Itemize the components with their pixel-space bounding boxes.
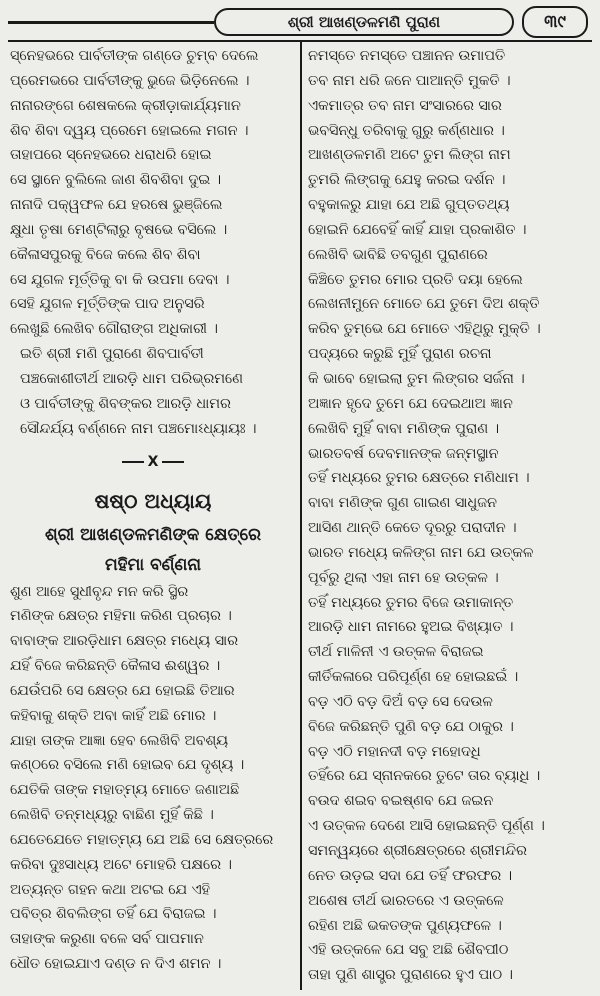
verse-line: ଲେଖିବି ଭାବିଛି ତବଗୁଣ ପୁରାଣରେ	[308, 246, 488, 263]
page-header	[8, 6, 592, 40]
chapter-separator: X	[10, 442, 296, 482]
verse-line: ଭବସିନ୍ଧୁ ତରିବାକୁ ଗୁରୁ କର୍ଣ୍ଣଧାର ।	[308, 122, 505, 139]
verse-line: କରିବ ତୁମ୍ଭେ ଯେ ମୋତେ ଏହିଥିରୁ ମୁକ୍ତି ।	[308, 321, 541, 338]
verse-line: ପୂର୍ବରୁ ଥିଲା ଏହା ନାମ ହେ ଉତ୍କଳ ।	[308, 569, 499, 586]
verse-line: ପ୍ରେମଭରେ ପାର୍ବତୀଙ୍କୁ ଭୁଜେ ଭିଡ଼ିନେଲେ ।	[10, 72, 250, 89]
column-divider	[300, 42, 302, 990]
verse-line: ଯହିଁ ବିଜେ କରିଛନ୍ତି କୈଳାସ ଈଶ୍ୱର ।	[10, 658, 221, 675]
page-number: ୩୯	[522, 6, 588, 38]
verse-line: କହିବାକୁ ଶକ୍ତି ଅବା କାହିଁ ଅଛି ମୋର ।	[10, 707, 217, 724]
left-column	[10, 44, 296, 977]
verse-line: ଓ ପାର୍ବତୀଙ୍କୁ ଶିବଙ୍କର ଆରଡ଼ି ଧାମର	[20, 395, 231, 412]
verse-line: ନାନାଦି ପକ୍ୱଫଳ ଯେ ହରଷେ ଭୁଞ୍ଜିଲେ	[10, 197, 223, 214]
section-subtitle: ମହିମା ବର୍ଣ୍ଣନା	[104, 554, 202, 575]
verse-line: ନମସ୍ତେ ନମସ୍ତେ ପଞ୍ଚାନନ ଉମାପତି	[308, 48, 506, 64]
verse-line: ତୁମରି ଲିଙ୍ଗକୁ ଯେହୁ କରଇ ଦର୍ଶନ ।	[308, 172, 506, 189]
verse-line: କିଞ୍ଚିତେ ତୁମର ମୋର ପ୍ରତି ଦୟା ହେଲେ	[308, 271, 523, 288]
verse-line: ପବିତ୍ର ଶିବଲିଙ୍ଗ ତହିଁ ଯେ ବିରାଜଇ ।	[10, 906, 217, 923]
verse-line: ପଦ୍ୟରେ କରୁଛି ମୁହିଁ ପୁରାଣ ରଚନା	[308, 346, 492, 363]
verse-line: ତହିଁ ମଧ୍ୟରେ ତୁମର କ୍ଷେତ୍ରେ ମଣିଧାମ ।	[308, 470, 530, 487]
verse-line: ଲେଖିବି ମୁହିଁ ବାବା ମଣିଙ୍କ ପୁରାଣ ।	[308, 420, 500, 437]
verse-line: ବଡ଼ ଏଠି ବଡ଼ ଦିଅଁ ବଡ଼ ସେ ଦେଉଳ	[308, 693, 493, 710]
verse-line: ଏ ଉତ୍କଳ ଦେଶେ ଆସି ହୋଇଛନ୍ତି ପୂର୍ଣ୍ଣ ।	[308, 818, 545, 835]
verse-line: ଆସିଣ ଥାନ୍ତି କେତେ ଦୂରରୁ ପରାଦୀନ ।	[308, 520, 517, 537]
verse-line: କ୍ଷୁଧା ତୃଷା ମେଣ୍ଟିଲାରୁ ବୃଷଭେ ବସିଲେ ।	[10, 221, 228, 238]
verse-line: ତାହାଙ୍କ କରୁଣା ବଳେ ସର୍ବ ପାପମାନ	[10, 931, 204, 948]
verse-line: ଶୁଣ ଆହେ ସୁଧୀବୃନ୍ଦ ମନ କରି ସ୍ଥିର	[10, 583, 189, 600]
verse-line: ତୀର୍ଥ ମାଳିନୀ ଏ ଉତ୍କଳ ବିରାଜଇ	[308, 644, 484, 661]
verse-line: ପଞ୍ଚକୋଶୀତୀର୍ଥ ଆରଡ଼ି ଧାମ ପରିଭ୍ରମଣେ	[20, 370, 243, 387]
right-verses	[308, 44, 592, 988]
chapter-colophon	[10, 342, 296, 441]
verse-line: ତହିଁ ମଧ୍ୟରେ ତୁମର ବିଜେ ଉମାକାନ୍ତ	[308, 594, 514, 611]
verse-line: ଅତ୍ୟନ୍ତ ଗହନ କଥା ଅଟଇ ଯେ ଏହି	[10, 881, 210, 898]
book-title: ଶ୍ରୀ ଆଖଣ୍ଡଳମଣି ପୁରାଣ	[214, 8, 514, 36]
verse-line: ବାବା ମଣିଙ୍କ ଗୁଣ ଗାଇଣ ସାଧୁଜନ	[308, 495, 497, 512]
verse-line: ବହୁକାଳରୁ ଯାହା ଯେ ଅଛି ଗୁପ୍ତତଥ୍ୟ	[308, 197, 510, 214]
verse-line: ସେ ଯୁଗଳ ମୂର୍ତ୍ତିକୁ ବା କି ଉପମା ଦେବା ।	[10, 271, 230, 288]
verse-line: ମଣିଙ୍କ କ୍ଷେତ୍ର ମହିମା କରିଣ ପ୍ରଚାର ।	[10, 608, 232, 625]
verse-line: ଲେଖିବି ତନ୍ମଧ୍ୟରୁ ବାଛିଣ ମୁହିଁ କିଛି ।	[10, 807, 214, 824]
verse-line: କୀର୍ତିକଳାରେ ପରିପୂର୍ଣ୍ଣ ହେ ହୋଇଛଇଁ ।	[308, 669, 519, 686]
verse-line: ସମନ୍ୱୟରେ ଶ୍ରୀକ୍ଷେତ୍ରରେ ଶ୍ରୀମନ୍ଦିର	[308, 843, 527, 859]
verse-line: ତବ ନାମ ଧରି ଜନେ ପାଆନ୍ତି ମୁକତି ।	[308, 72, 511, 89]
verse-line: ସେ ସ୍ଥାନେ ବୁଲିଲେ ଜାଣ ଶିବଶିବା ଦୁଇ ।	[10, 172, 222, 189]
verse-line: କି ଭାବେ ହୋଇଲା ତୁମ ଲିଙ୍ଗର ସର୍ଜନା ।	[308, 370, 525, 387]
verse-line: ଯେତିକି ତାଙ୍କ ମହାତ୍ମ୍ୟ ମୋତେ ଜଣାଅଛି	[10, 782, 240, 799]
verse-line: ସେହି ଯୁଗଳ ମୂର୍ତ୍ତିଙ୍କ ପାଦ ଅନୁସରି	[10, 296, 205, 313]
verse-line: କରିବା ଦୁଃସାଧ୍ୟ ଅଟେ ମୋହରି ପକ୍ଷରେ ।	[10, 856, 232, 873]
verse-line: ବଡ଼ ଏଠି ମହାନଦୀ ବଡ଼ ମହୋଦଧି	[308, 743, 481, 760]
verse-line: ଏହି ଉତ୍କଳେ ଯେ ସବୁ ଅଛି ଶୈବପୀଠ	[308, 942, 509, 959]
verse-line: ଆଖଣ୍ଡଳମଣି ଅଟେ ତୁମ ଲିଙ୍ଗ ନାମ	[308, 147, 511, 164]
verse-line: ଭାରତ ମଧ୍ୟେ କଳିଙ୍ଗ ନାମ ଯେ ଉତ୍କଳ	[308, 544, 534, 561]
verse-line: ଆରଡ଼ି ଧାମ ନାମରେ ହୁଅଇ ବିଖ୍ୟାତ ।	[308, 619, 514, 636]
verse-line: ନାନାରଙ୍ଗେ ଶେଷକଲେ କ୍ରୀଡ଼ାକାର୍ଯ୍ୟମାନ	[10, 97, 241, 114]
verse-line: ବାବାଙ୍କ ଆରଡ଼ିଧାମ କ୍ଷେତ୍ର ମଧ୍ୟେ ସାର	[10, 633, 238, 650]
verse-line: ତାହାପରେ ସ୍ନେହଭରେ ଧରାଧରି ହୋଇ	[10, 147, 212, 164]
verse-line: ଅଜ୍ଞାନ ହୃଦେ ତୁମେ ଯେ ଦେଇଥାଅ ଜ୍ଞାନ	[308, 395, 513, 412]
verse-line: ଧୌତ ହୋଇଯାଏ ଦଣ୍ଡ ନ ଦିଏ ଶମନ ।	[10, 956, 222, 973]
verse-line: ବିଜେ କରିଛନ୍ତି ପୁଣି ବଡ଼ ଯେ ଠାକୁର ।	[308, 718, 514, 735]
left-verses	[10, 44, 296, 342]
verse-line: ଭାରତବର୍ଷ ଦେବମାନଙ୍କ ଜନ୍ମସ୍ଥାନ	[308, 445, 499, 462]
verse-line: ତହିଁରେ ଯେ ସ୍ନାନକରେ ତୁଟେ ତାର ବ୍ୟାଧି ।	[308, 768, 541, 785]
verse-line: ସୌନ୍ଦର୍ଯ୍ୟ ବର୍ଣ୍ଣନେ ନାମ ପଞ୍ଚମୋଽଧ୍ୟାୟଃ ।	[20, 420, 257, 437]
verse-line: ଯେତେଯେତେ ମହାତ୍ମ୍ୟ ଯେ ଅଛି ସେ କ୍ଷେତ୍ରରେ	[10, 831, 274, 848]
verse-line: କଣ୍ଠରେ ବସିଲେ ମଣି ହୋଇବ ଯେ ଦୃଶ୍ୟ ।	[10, 757, 245, 774]
section-title: ଶ୍ରୀ ଆଖଣ୍ଡଳମଣିଙ୍କ କ୍ଷେତ୍ରେ	[45, 524, 261, 545]
chapter-verses	[10, 580, 296, 978]
verse-line: ଯେଉଁପରି ସେ କ୍ଷେତ୍ର ଯେ ହୋଇଛି ତିଆର	[10, 682, 235, 699]
header-rule-left	[8, 21, 214, 24]
verse-line: ହୋଇନି ଯେବେହିଁ କାହିଁ ଯାହା ପ୍ରକାଶିତ ।	[308, 221, 527, 238]
verse-line: ଲେଖୁଛି ଲେଖିବ ଗୌରାଙ୍ଗ ଅଧିକାରୀ ।	[10, 321, 218, 338]
verse-line: ଶିବ ଶିବା ଦ୍ୱୟ ପ୍ରେମେ ହୋଇଲେ ମଗନ ।	[10, 122, 249, 139]
chapter-title: ଷଷ୍ଠ ଅଧ୍ୟାୟ	[94, 488, 212, 513]
verse-line: ଅଶେଷ ତୀର୍ଥ ଭାରତରେ ଏ ଉତ୍କଳେ	[308, 892, 504, 909]
verse-line: ତାହା ପୁଣି ଶାସ୍ତ୍ର ପୁରାଣରେ ହୁଏ ପାଠ ।	[308, 967, 513, 984]
verse-line: ବଉଦ ଶଇବ ବଇଷ୍ଣବ ଯେ ଜଇନ	[308, 793, 494, 810]
verse-line: ଲେଖନୀମୁନେ ମୋତେ ଯେ ତୁମେ ଦିଅ ଶକ୍ତି	[308, 296, 540, 313]
verse-line: ସ୍ନେହଭରେ ପାର୍ବତୀଙ୍କ ଗଣ୍ଡେ ଚୁମ୍ବ ଦେଲେ	[10, 48, 259, 64]
verse-line: କୈଳାସପୁରକୁ ବିଜେ କଲେ ଶିବ ଶିବା	[10, 246, 201, 263]
verse-line: ନେତ ଉଡ଼ଇ ସଦା ଯେ ତହିଁ ଫରଫର ।	[308, 867, 513, 884]
verse-line: ରହିଣ ଅଛି ଭକତଙ୍କ ପୁଣ୍ୟଫଳେ ।	[308, 917, 502, 934]
verse-line: ଯାହା ତାଙ୍କ ଆଜ୍ଞା ହେବ ଲେଖିବି ଅବଶ୍ୟ	[10, 732, 228, 749]
verse-line: ଏକମାତ୍ର ତବ ନାମ ସଂସାରରେ ସାର	[308, 97, 502, 114]
verse-line: ଇତି ଶ୍ରୀ ମଣି ପୁରାଣେ ଶିବପାର୍ବତୀ	[20, 346, 204, 363]
right-column	[308, 44, 592, 988]
